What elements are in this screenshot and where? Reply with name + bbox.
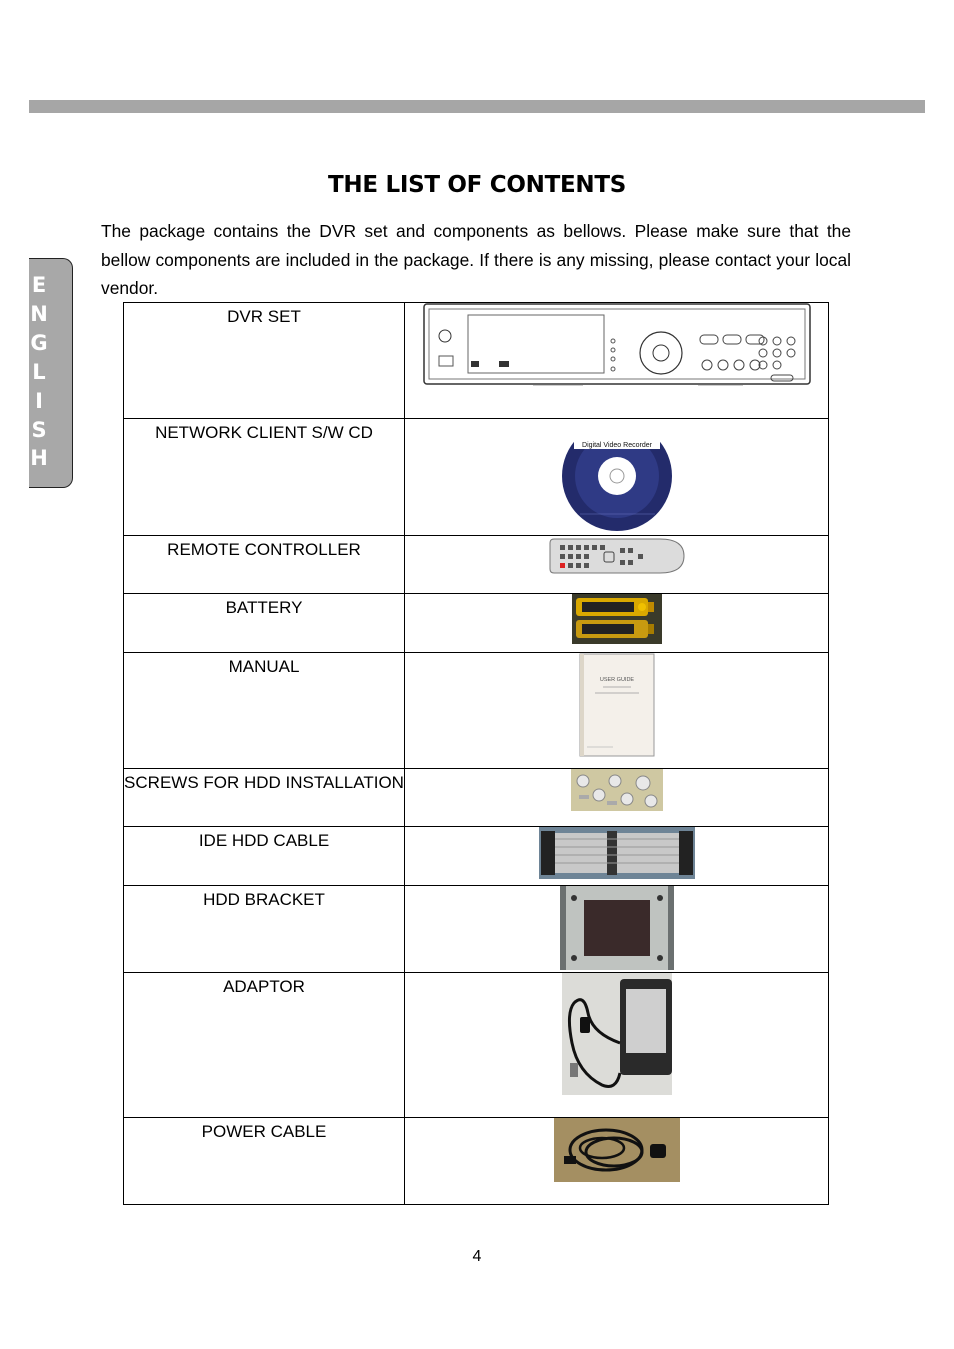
item-name: MANUAL [124, 653, 405, 769]
adaptor-picture [562, 973, 672, 1095]
table-row [124, 1118, 829, 1205]
remote-controller-picture [548, 536, 686, 576]
cd-label: Digital Video Recorder [581, 442, 652, 449]
intro-paragraph: The package contains the DVR set and components as bellows. Please make sure that the bellow components are included in the package. If there is any missing, please contact your local vendor. [101, 221, 851, 298]
table-row [124, 886, 829, 973]
item-name: DVR SET [124, 303, 405, 419]
screws-picture [571, 769, 663, 811]
language-tab-letter: L [32, 360, 46, 384]
contents-table [123, 302, 829, 1205]
item-name: POWER CABLE [124, 1118, 405, 1205]
manual-picture [579, 653, 655, 757]
battery-picture [572, 594, 662, 644]
page-title: THE LIST OF CONTENTS [328, 172, 626, 198]
table-row [124, 303, 829, 419]
item-name: BATTERY [124, 594, 405, 653]
cd-picture [560, 419, 674, 533]
dvr-set-picture [423, 303, 811, 387]
item-name: NETWORK CLIENT S/W CD [124, 419, 405, 536]
table-row [124, 594, 829, 653]
language-tab-letter: I [35, 389, 43, 413]
table-row [124, 973, 829, 1118]
language-tab-letter: H [30, 446, 48, 470]
language-tab [29, 258, 73, 488]
language-tab-letter: N [30, 302, 48, 326]
item-name: HDD BRACKET [124, 886, 405, 973]
page-number: 4 [472, 1248, 482, 1265]
item-name: SCREWS FOR HDD INSTALLATION [124, 769, 405, 827]
manual-title: USER GUIDE [599, 677, 634, 683]
table-row [124, 827, 829, 886]
hdd-bracket-picture [560, 886, 674, 970]
power-cable-picture [554, 1118, 680, 1182]
table-row [124, 536, 829, 594]
language-tab-letter: G [30, 331, 48, 355]
ide-cable-picture [539, 827, 695, 879]
item-name: ADAPTOR [124, 973, 405, 1118]
item-name: IDE HDD CABLE [124, 827, 405, 886]
table-row [124, 769, 829, 827]
language-tab-letter: S [31, 418, 47, 442]
table-row [124, 419, 829, 536]
item-name: REMOTE CONTROLLER [124, 536, 405, 594]
table-row [124, 653, 829, 769]
language-tab-letter: E [31, 273, 47, 297]
header-rule [29, 100, 925, 113]
